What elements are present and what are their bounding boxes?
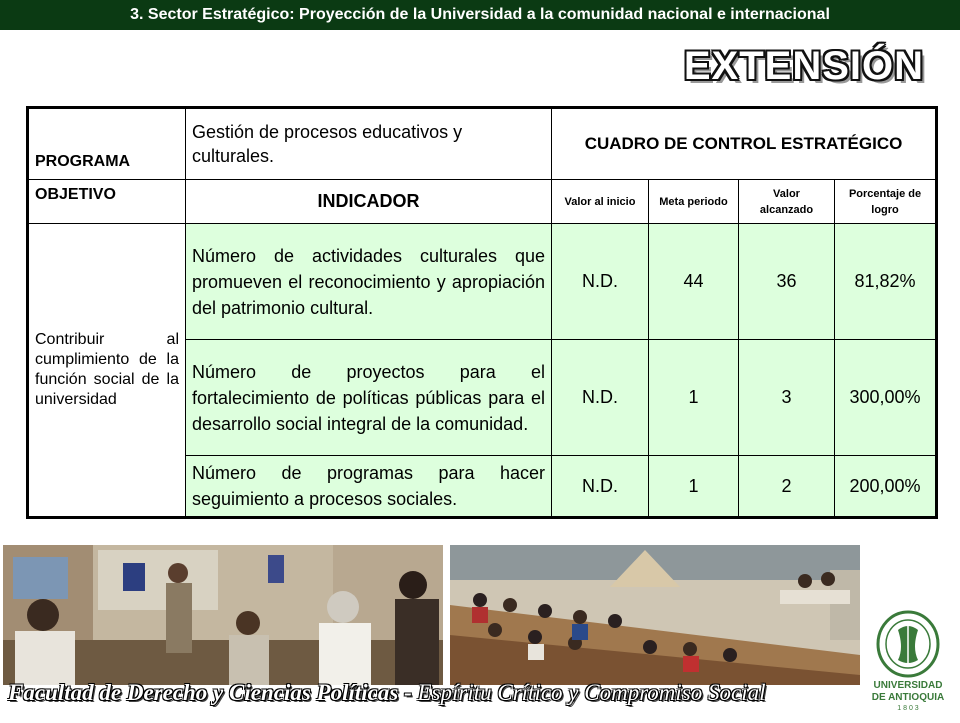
valor-alcanzado-cell: 36 [739,224,835,340]
cuadro-control-heading: CUADRO DE CONTROL ESTRATÉGICO [552,108,937,180]
auditorium-photo [450,545,860,685]
faculty-name: Facultad de Derecho y Ciencias Políticas [8,680,399,705]
col-header-valor-alcanzado: Valor alcanzado [739,180,835,224]
objetivo-text: Contribuir al cumplimiento de la función social de la universidad [28,224,186,518]
meta-cell: 1 [649,340,739,456]
meta-cell: 44 [649,224,739,340]
valor-alcanzado-cell: 2 [739,456,835,518]
logo-line-2: DE ANTIOQUIA [871,692,945,703]
valor-alcanzado-cell: 3 [739,340,835,456]
porcentaje-cell: 81,82% [835,224,937,340]
valor-inicio-cell: N.D. [552,456,649,518]
col-header-porcentaje: Porcentaje de logro [835,180,937,224]
valor-inicio-cell: N.D. [552,224,649,340]
faculty-motto: Espíritu Crítico y Compromiso Social [417,680,766,705]
table-row [28,224,937,340]
porcentaje-cell: 200,00% [835,456,937,518]
programa-value: Gestión de procesos educativos y culturales. [186,108,552,180]
indicador-cell: Número de actividades culturales que promueven el reconocimiento y apropiación del patrimonio cultural. [186,224,552,340]
university-logo [862,608,954,718]
col-header-meta: Meta periodo [649,180,739,224]
indicador-cell: Número de proyectos para el fortalecimiento de políticas públicas para el desarrollo social integral de la comunidad. [186,340,552,456]
programa-label: PROGRAMA [28,108,186,180]
footer [8,680,766,706]
objetivo-label: OBJETIVO [28,180,186,224]
meta-cell: 1 [649,456,739,518]
control-table [26,106,938,519]
logo-line-1: UNIVERSIDAD [873,680,943,691]
sector-title: 3. Sector Estratégico: Proyección de la Universidad a la comunidad nacional e internacional [0,0,960,30]
office-photo [3,545,443,685]
valor-inicio-cell: N.D. [552,340,649,456]
office-photo-illustration [3,545,443,685]
indicador-label: INDICADOR [186,180,552,224]
indicador-cell: Número de programas para hacer seguimiento a procesos sociales. [186,456,552,518]
porcentaje-cell: 300,00% [835,340,937,456]
auditorium-photo-illustration [450,545,860,685]
footer-separator: - [398,680,418,705]
page-title: EXTENSIÓN [683,44,924,88]
logo-line-3: 1 8 0 3 [897,705,919,712]
col-header-valor-inicio: Valor al inicio [552,180,649,224]
